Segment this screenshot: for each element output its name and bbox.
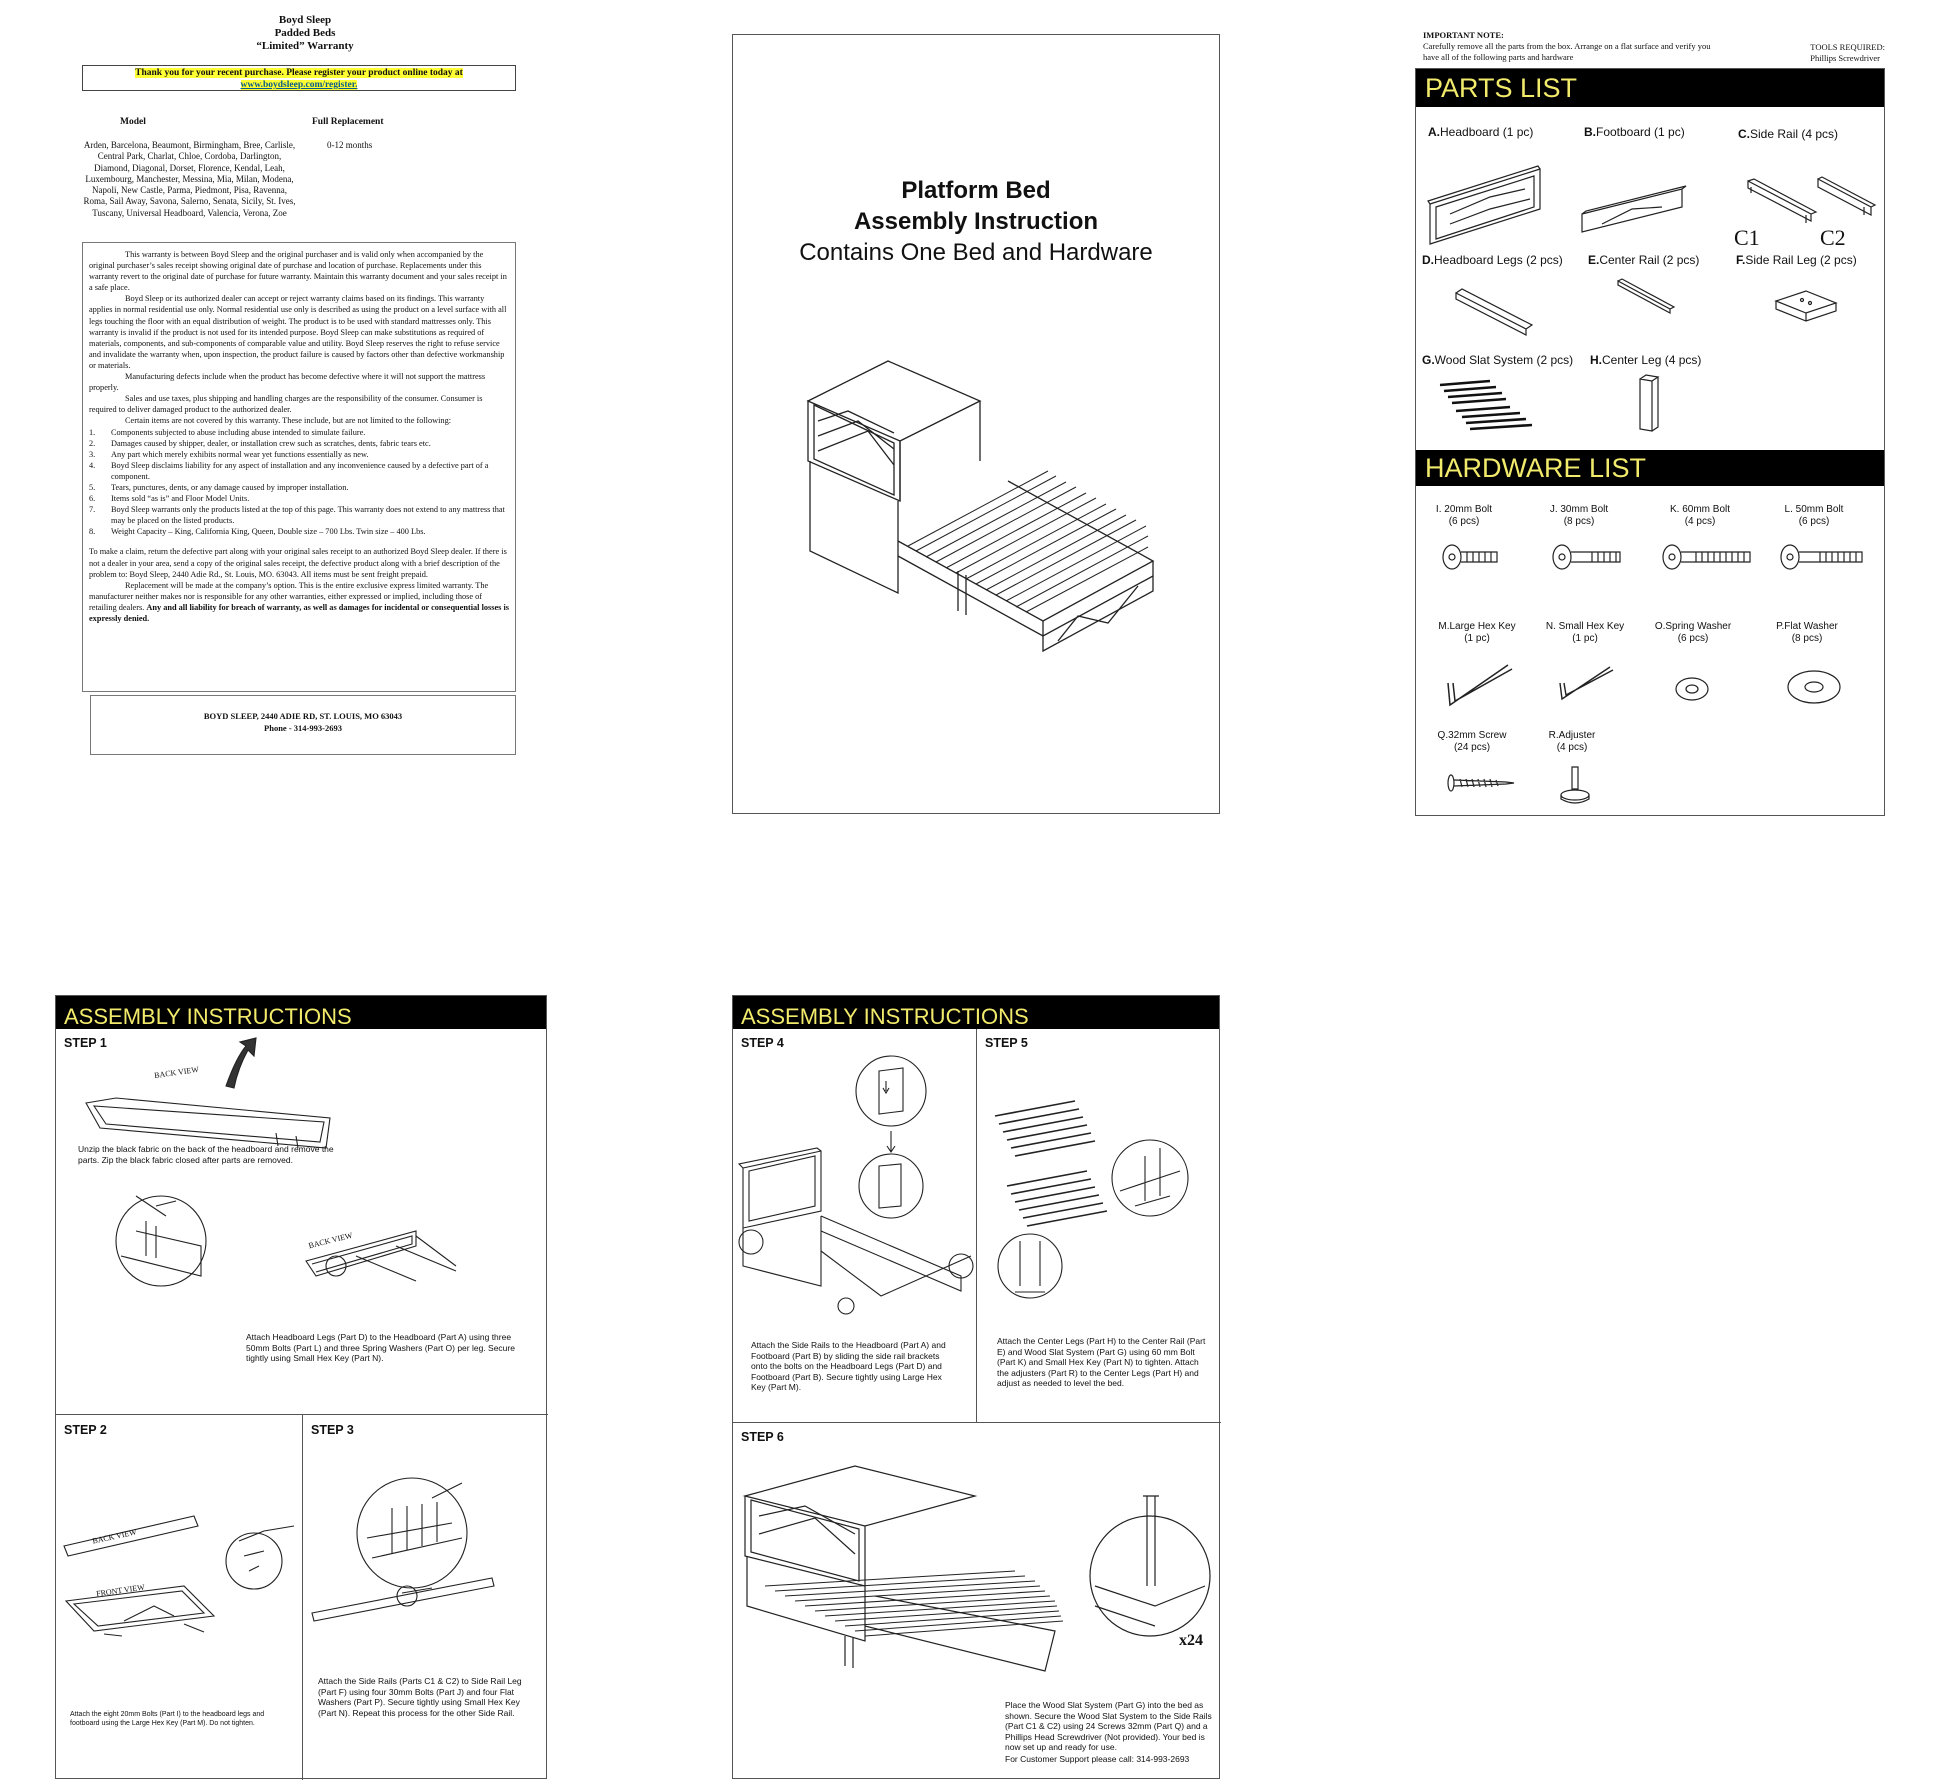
headboard-leg-part-icon <box>1456 289 1536 339</box>
step-4-instruction: Attach the Side Rails to the Headboard (Part A) and Footboard (Part B) by sliding the side rail brackets onto the bolts on the Headboard Legs (Part D) and Footboard (Part B). Secure tightly using Large Hex Key (Part M). <box>751 1340 946 1392</box>
step-6-illustration <box>745 1466 1215 1686</box>
terms-paragraph: Sales and use taxes, plus shipping and handling charges are the responsibility of the consumer. Consumer is required to deliver damaged product to the authorized dealer. <box>89 394 483 415</box>
center-rail-part-icon <box>1618 279 1678 319</box>
exclusion-item <box>89 427 509 438</box>
hardware-k-label: K. 60mm Bolt (4 pcs) <box>1669 504 1731 527</box>
exclusion-item <box>89 482 509 493</box>
exclusion-item <box>89 504 509 526</box>
assembly-page-1 <box>55 995 547 1779</box>
replacement-period: 0-12 months <box>327 140 373 150</box>
part-e-label: E.Center Rail (2 pcs) <box>1588 253 1700 267</box>
hardware-r-label: R.Adjuster (4 pcs) <box>1548 730 1596 753</box>
screw-count-label: x24 <box>1179 1632 1203 1649</box>
exclusion-number: 1. <box>89 427 96 437</box>
screw-32mm-icon <box>1446 773 1516 793</box>
liability-disclaimer: Any and all liability for breach of warranty, as well as damages for incidental or consequential losses is expressly denied. <box>89 602 509 623</box>
step-6-instruction: Place the Wood Slat System (Part G) into the bed as shown. Secure the Wood Slat System to the Side Rails (Part C1 & C2) using 24 Screws 32mm (Part Q) and a Phillips Head Screwdriver (Not provided). Your bed is now set up and ready for use. <box>1005 1700 1212 1752</box>
cover-title: Platform Bed <box>901 177 1051 204</box>
step-1-leg-attach-illustration <box>116 1186 536 1316</box>
large-hex-key-icon <box>1446 663 1516 713</box>
register-link[interactable]: www.boydsleep.com/register. <box>240 80 358 90</box>
step-1-instruction-a: Unzip the black fabric on the back of the headboard and remove the parts. Zip the black fabric closed after parts are removed. <box>78 1144 334 1165</box>
company-phone: Phone - 314-993-2693 <box>264 723 342 733</box>
model-list: Arden, Barcelona, Beaumont, Birmingham, Bree, Carlisle, Central Park, Charlat, Chloe, Cordoba, Darlington, Diamond, Diagonal, Dorset, Florence, Kendal, Leah, Luxembourg, Manchester, Messina, Mia, Milan, Modena, Napoli, New Castle, Parma, Piedmont, Pisa, Ravenna, Roma, Sail Away, Savona, Salerno, Senata, Sicily, St. Ives, Tuscany, Universal Headboard, Valencia, Verona, Zoe <box>83 140 296 218</box>
important-note <box>1423 30 1723 63</box>
exclusion-item <box>89 526 509 537</box>
step-2-front-view-label: FRONT VIEW <box>95 1582 146 1599</box>
part-b-label: B.Footboard (1 pc) <box>1584 125 1685 139</box>
step-1-headboard-back-illustration <box>86 1038 356 1148</box>
register-text: Thank you for your recent purchase. Please register your product online today at <box>135 68 463 78</box>
tools-required <box>1810 42 1885 64</box>
bolt-30mm-icon <box>1552 543 1622 573</box>
exclusion-item <box>89 460 509 482</box>
terms-paragraph: Certain items are not covered by this warranty. These include, but are not limited to the following: <box>125 416 452 426</box>
footboard-part-icon <box>1582 189 1702 239</box>
wood-slat-part-icon <box>1440 381 1550 431</box>
spring-washer-icon <box>1674 675 1714 705</box>
step-divider <box>733 1422 1221 1423</box>
hardware-p-label: P.Flat Washer (8 pcs) <box>1776 621 1838 644</box>
exclusion-list <box>89 427 509 538</box>
bolt-20mm-icon <box>1442 543 1502 573</box>
tools-title: TOOLS REQUIRED: <box>1810 42 1885 52</box>
register-box <box>82 65 516 91</box>
brand-name: Boyd Sleep <box>278 14 332 26</box>
exclusion-text: Components subjected to abuse including abuse intended to simulate failure. <box>111 427 366 437</box>
center-leg-part-icon <box>1638 375 1662 435</box>
terms-paragraph: Boyd Sleep or its authorized dealer can accept or reject warranty claims based on its findings. This warranty applies in normal residential use only. Normal residential use only is described as using the product on a level surface with all legs touching the floor with an equal distribution of weight. The product is to be used with standard mattresses only. This warranty is invalid if the product is not used for its intended purpose. Boyd Sleep can make substitutions as required of materials, components, and sub-components of comparable value and utility. Boyd Sleep reserves the right to refuse service and invalidate the warranty when, upon inspection, the product failure is caused by factors other than defective workmanship or materials. <box>89 294 507 370</box>
step-5-instruction: Attach the Center Legs (Part H) to the Center Rail (Part E) and Wood Slat System (Part G) using 60 mm Bolt (Part K) and Small Hex Key (Part N) to tighten. Attach the adjusters (Part R) to the Center Legs (Part H) and adjust as needed to level the bed. <box>997 1336 1206 1388</box>
step-4-title: STEP 4 <box>741 1036 784 1050</box>
warranty-page <box>80 10 530 760</box>
flat-washer-icon <box>1786 669 1846 709</box>
step-1-title: STEP 1 <box>64 1036 107 1050</box>
hardware-n-label: N. Small Hex Key (1 pc) <box>1545 621 1625 644</box>
c1-label: C1 <box>1734 225 1760 250</box>
exclusion-text: Boyd Sleep disclaims liability for any aspect of installation and any inconvenience caused by a defective part of a component. <box>111 460 489 481</box>
hardware-q-label: Q.32mm Screw (24 pcs) <box>1437 730 1507 753</box>
part-g-label: G.Wood Slat System (2 pcs) <box>1422 353 1574 367</box>
step-2-title: STEP 2 <box>64 1423 107 1437</box>
hardware-i-label: I. 20mm Bolt (6 pcs) <box>1435 504 1493 527</box>
exclusion-text: Tears, punctures, dents, or any damage caused by improper installation. <box>111 482 349 492</box>
step-1-instruction-b: Attach Headboard Legs (Part D) to the Headboard (Part A) using three 50mm Bolts (Part L) and three Spring Washers (Part O) per leg. Secure tightly using Small Hex Key (Part N). <box>246 1332 515 1363</box>
step-5-illustration <box>985 1096 1215 1306</box>
step-2-illustration <box>64 1506 294 1646</box>
step-divider <box>976 1029 977 1422</box>
company-contact <box>90 695 516 755</box>
exclusion-text: Items sold “as is” and Floor Model Units. <box>111 494 250 504</box>
model-column-header: Model <box>120 117 146 127</box>
tools-list: Phillips Screwdriver <box>1810 53 1880 63</box>
exclusion-text: Weight Capacity – King, California King, Queen, Double size – 700 Lbs. Twin size – 400 Lbs. <box>111 527 426 537</box>
company-address: BOYD SLEEP, 2440 ADIE RD, ST. LOUIS, MO 63043 <box>203 711 403 721</box>
exclusion-text: Damages caused by shipper, dealer, or installation crew such as scratches, dents, fabric tears etc. <box>111 438 431 448</box>
step-5-title: STEP 5 <box>985 1036 1028 1050</box>
exclusion-number: 8. <box>89 527 96 537</box>
side-rail-leg-part-icon <box>1776 291 1846 331</box>
step-3-instruction: Attach the Side Rails (Parts C1 & C2) to Side Rail Leg (Part F) using four 30mm Bolts (Part J) and four Flat Washers (Part P). Secure tightly using Small Hex Key (Part N). Repeat this process for the other Side Rail. <box>318 1676 522 1718</box>
cover-contents: Contains One Bed and Hardware <box>799 239 1153 266</box>
side-rail-part-icon <box>1746 179 1876 239</box>
parts-page <box>1415 30 1885 818</box>
claim-paragraph: To make a claim, return the defective part along with your original sales receipt to an authorized Boyd Sleep dealer. If there is not a dealer in your area, send a copy of the original sales receipt, the defective product along with a brief description of the problem to: Boyd Sleep, 2440 Adie Rd., St. Louis, MO. 63043. All items must be sent freight prepaid. <box>89 547 507 579</box>
cover-subtitle: Assembly Instruction <box>853 208 1099 235</box>
small-hex-key-icon <box>1558 665 1618 705</box>
bed-illustration <box>808 361 1168 651</box>
warranty-header <box>80 14 530 53</box>
step-2-back-view-label: BACK VIEW <box>91 1527 138 1546</box>
c2-label: C2 <box>1820 225 1846 250</box>
note-title: IMPORTANT NOTE: <box>1423 30 1504 40</box>
terms-paragraph: This warranty is between Boyd Sleep and the original purchaser and is valid only when accompanied by the original purchaser’s sales receipt showing original date of purchase and location of purchase. Replacements under this warranty revert to the original date of purchase for future warranty. Maintain this warranty document and your sales receipt in a safe place. <box>89 250 507 293</box>
step-4-illustration <box>741 1056 971 1316</box>
warranty-terms <box>82 242 516 692</box>
part-a-label: A.Headboard (1 pc) <box>1428 125 1534 139</box>
bolt-60mm-icon <box>1662 543 1752 573</box>
headboard-part-icon <box>1430 169 1550 249</box>
parts-list-heading: PARTS LIST <box>1416 69 1884 107</box>
replacement-paragraph <box>89 580 509 624</box>
exclusion-text: Boyd Sleep warrants only the products listed at the top of this page. This warranty does not extend to any mattress that may be placed on the listed products. <box>111 505 505 526</box>
exclusion-number: 2. <box>89 438 96 448</box>
terms-paragraph: Manufacturing defects include when the product has become defective where it will not support the mattress properly. <box>89 372 486 393</box>
customer-support-line: For Customer Support please call: 314-993-2693 <box>1005 1754 1190 1764</box>
step-3-illustration <box>312 1478 542 1648</box>
exclusion-item <box>89 449 509 460</box>
exclusion-number: 5. <box>89 482 96 492</box>
cover-page <box>732 34 1220 814</box>
step-divider <box>302 1414 303 1780</box>
part-c-label: C.Side Rail (4 pcs) <box>1738 127 1839 141</box>
step-3-title: STEP 3 <box>311 1423 354 1437</box>
step-2-instruction: Attach the eight 20mm Bolts (Part I) to the headboard legs and footboard using the Large Hex Key (Part M). Do not tighten. <box>70 1711 265 1727</box>
adjuster-icon <box>1556 765 1596 805</box>
bolt-50mm-icon <box>1780 543 1866 573</box>
parts-box <box>1415 68 1885 816</box>
hardware-m-label: M.Large Hex Key (1 pc) <box>1438 621 1516 644</box>
exclusion-text: Any part which merely exhibits normal wear yet functions essentially as new. <box>111 449 369 459</box>
step-1-back-view-label-2: BACK VIEW <box>307 1230 354 1251</box>
replacement-column-header: Full Replacement <box>312 117 384 127</box>
hardware-l-label: L. 50mm Bolt (6 pcs) <box>1784 504 1844 527</box>
exclusion-number: 4. <box>89 460 96 470</box>
exclusion-number: 7. <box>89 505 96 515</box>
part-f-label: F.Side Rail Leg (2 pcs) <box>1736 253 1857 267</box>
part-h-label: H.Center Leg (4 pcs) <box>1590 353 1702 367</box>
step-1-back-view-label: BACK VIEW <box>153 1064 200 1081</box>
hardware-o-label: O.Spring Washer (6 pcs) <box>1654 621 1732 644</box>
replacement-note: Replacement will be made at the company’s option. This is the entire exclusive express limited warranty. The manufacturer neither makes nor is responsible for any other warranties, either expressed or implied, including those of retailing dealers. <box>89 580 489 612</box>
exclusion-item <box>89 438 509 449</box>
exclusion-item <box>89 493 509 504</box>
exclusion-number: 6. <box>89 494 96 504</box>
assembly-heading: ASSEMBLY INSTRUCTIONS <box>56 996 546 1029</box>
note-text: Carefully remove all the parts from the box. Arrange on a flat surface and verify you have all of the following parts and hardware <box>1423 41 1711 62</box>
step-6-title: STEP 6 <box>741 1430 784 1444</box>
part-d-label: D.Headboard Legs (2 pcs) <box>1422 253 1563 267</box>
assembly-heading: ASSEMBLY INSTRUCTIONS <box>733 996 1219 1029</box>
exclusion-number: 3. <box>89 449 96 459</box>
product-line: Padded Beds <box>274 27 336 39</box>
hardware-j-label: J. 30mm Bolt (8 pcs) <box>1549 504 1609 527</box>
warranty-title: “Limited” Warranty <box>256 40 354 52</box>
hardware-list-heading: HARDWARE LIST <box>1416 450 1884 486</box>
assembly-page-2 <box>732 995 1220 1779</box>
